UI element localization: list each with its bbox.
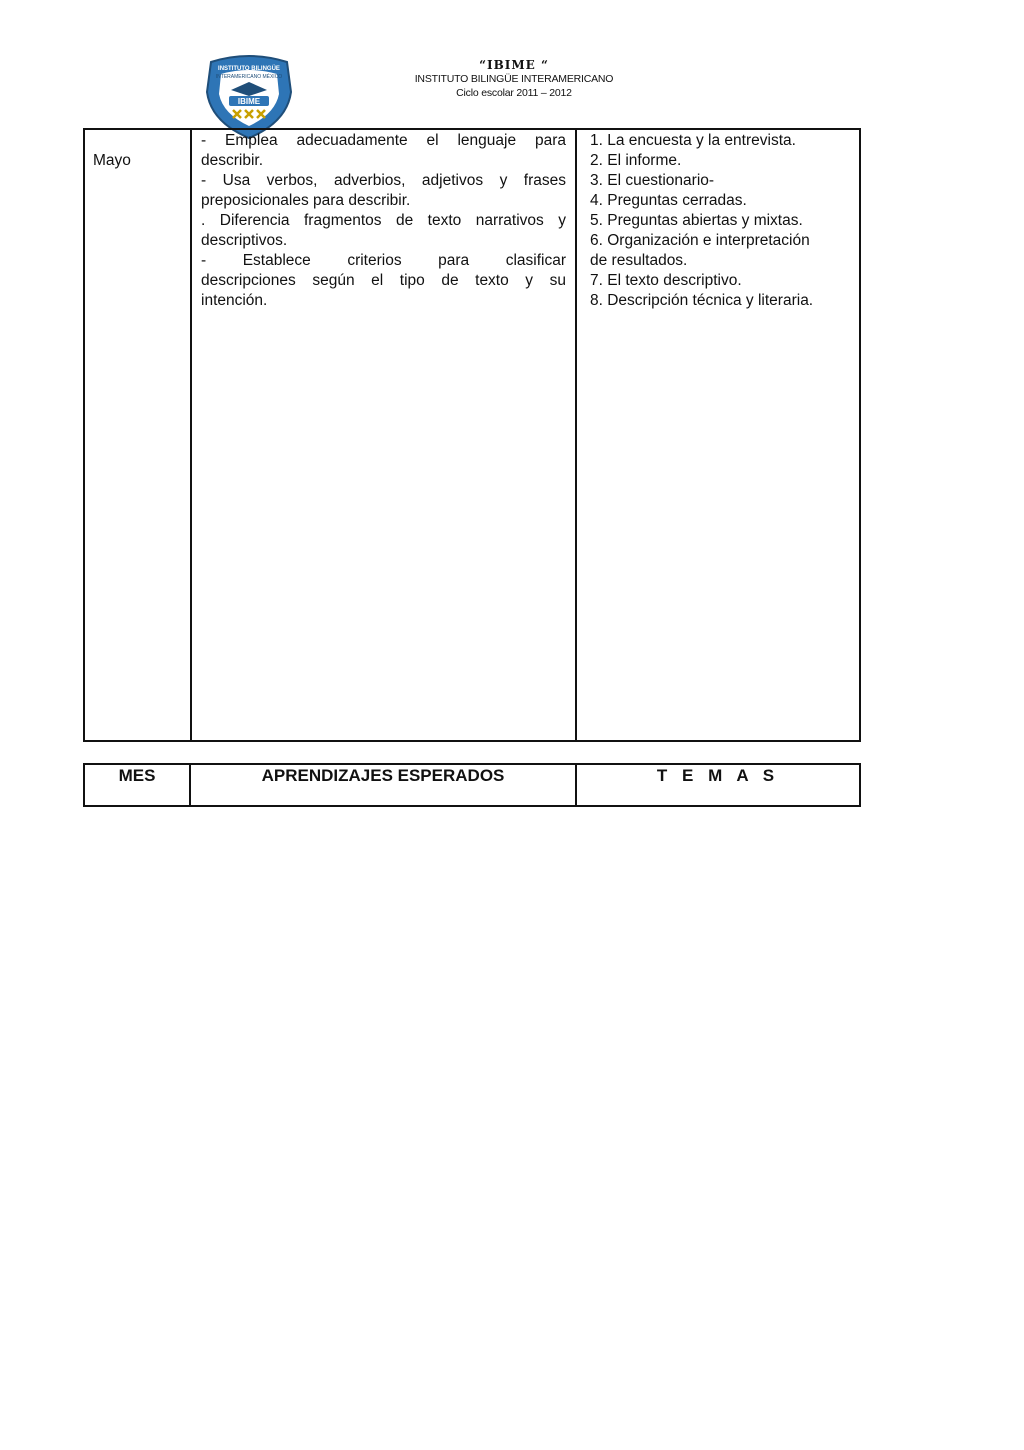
institute-name: INSTITUTO BILINGÜE INTERAMERICANO — [414, 73, 614, 85]
column-header-temas: T E M A S — [656, 766, 780, 785]
tema-item: 3. El cuestionario- — [590, 172, 715, 189]
tema-item: 5. Preguntas abiertas y mixtas. — [590, 212, 803, 229]
aprendizaje-line: intención. — [201, 292, 268, 309]
school-year: Ciclo escolar 2011 – 2012 — [456, 87, 572, 99]
tema-item: 6. Organización e interpretación — [590, 232, 810, 249]
column-header-mes: MES — [85, 765, 191, 805]
aprendizaje-line: . Diferencia fragmentos de texto narrativos y — [201, 212, 566, 229]
planning-table — [83, 128, 861, 742]
svg-text:IBIME: IBIME — [237, 97, 261, 106]
column-header-aprendizajes: APRENDIZAJES ESPERADOS — [191, 765, 577, 805]
aprendizaje-line: - Establece criterios para clasificar — [201, 252, 566, 269]
aprendizaje-line: descripciones según el tipo de texto y su — [201, 272, 566, 289]
aprendizaje-line: describir. — [201, 152, 264, 169]
month-label: Mayo — [93, 152, 131, 169]
document-header — [380, 58, 648, 100]
temas-cell — [577, 130, 859, 740]
header-row-table — [83, 763, 861, 807]
school-shield-logo — [203, 52, 295, 140]
tema-item: 7. El texto descriptivo. — [590, 272, 742, 289]
aprendizaje-line: - Emplea adecuadamente el lenguaje para — [201, 132, 566, 149]
aprendizaje-line: descriptivos. — [201, 232, 288, 249]
tema-item: de resultados. — [590, 252, 688, 269]
aprendizaje-line: - Usa verbos, adverbios, adjetivos y frases — [201, 172, 566, 189]
tema-item: 8. Descripción técnica y literaria. — [590, 292, 814, 309]
aprendizaje-line: preposicionales para describir. — [201, 192, 411, 209]
month-cell — [85, 130, 192, 740]
tema-item: 2. El informe. — [590, 152, 682, 169]
aprendizajes-cell — [192, 130, 577, 740]
header-title: “IBIME “ — [479, 58, 549, 72]
tema-item: 1. La encuesta y la entrevista. — [590, 132, 796, 149]
tema-item: 4. Preguntas cerradas. — [590, 192, 747, 209]
svg-text:INSTITUTO BILINGÜE: INSTITUTO BILINGÜE — [218, 66, 280, 72]
aprendizajes-text — [201, 131, 566, 311]
temas-list — [590, 131, 860, 311]
svg-text:INTERAMERICANO MÉXICO: INTERAMERICANO MÉXICO — [215, 74, 283, 80]
